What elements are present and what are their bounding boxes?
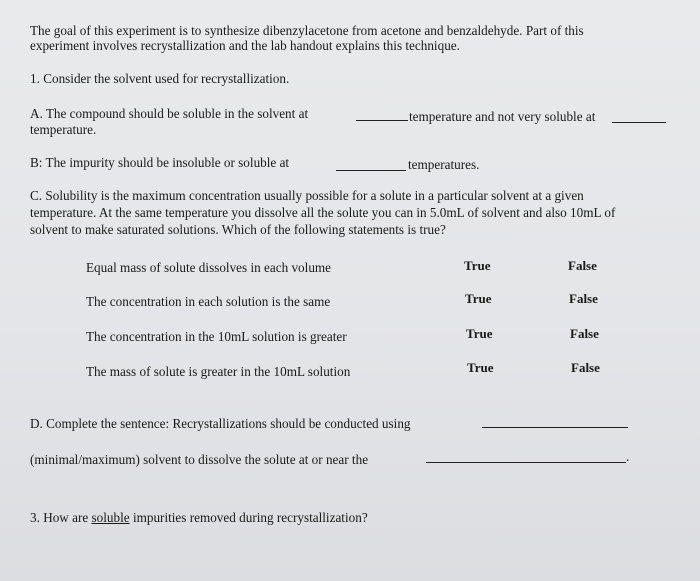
question-c-line-2: temperature. At the same temperature you dissolve all the solute you can in 5.0mL of solvent and also 10mL of <box>30 205 616 220</box>
question-b-part-1: B: The impurity should be insoluble or soluble at <box>30 155 290 170</box>
true-option[interactable]: True <box>464 258 491 273</box>
question-3 <box>30 510 368 525</box>
false-option[interactable]: False <box>571 360 600 375</box>
question-b-part-2: temperatures. <box>408 157 480 172</box>
question-a-part-3: temperature. <box>30 122 97 137</box>
answer-blank-a-2[interactable] <box>612 122 666 123</box>
false-option[interactable]: False <box>569 291 598 306</box>
question-a-part-2: temperature and not very soluble at <box>409 109 596 124</box>
question-3-underlined-word: soluble <box>91 510 130 525</box>
intro-line-1: The goal of this experiment is to synthesize dibenzylacetone from acetone and benzaldehyde. Part of this <box>30 23 584 38</box>
question-d-line-2: (minimal/maximum) solvent to dissolve the solute at or near the <box>30 452 369 467</box>
question-3-suffix: impurities removed during recrystallization? <box>129 510 368 525</box>
true-option[interactable]: True <box>465 291 492 306</box>
statement-text: The concentration in the 10mL solution is greater <box>86 329 347 344</box>
question-d-trailing-period: . <box>626 449 630 464</box>
statement-text: The mass of solute is greater in the 10mL solution <box>86 364 351 379</box>
question-3-prefix: 3. How are <box>30 510 92 525</box>
statement-text: The concentration in each solution is the same <box>86 294 331 309</box>
question-c-line-3: solvent to make saturated solutions. Which of the following statements is true? <box>30 222 446 237</box>
question-c-line-1: C. Solubility is the maximum concentration usually possible for a solute in a particular solvent at a given <box>30 188 584 203</box>
false-option[interactable]: False <box>570 326 599 341</box>
answer-blank-a-1[interactable] <box>356 120 408 121</box>
intro-line-2: experiment involves recrystallization and the lab handout explains this technique. <box>30 38 460 53</box>
answer-blank-d-2[interactable] <box>426 462 626 463</box>
question-a-part-1: A. The compound should be soluble in the solvent at <box>30 106 309 121</box>
answer-blank-d-1[interactable] <box>482 427 628 428</box>
answer-blank-b[interactable] <box>336 170 406 171</box>
question-d-line-1: D. Complete the sentence: Recrystallizations should be conducted using <box>30 416 411 431</box>
statement-text: Equal mass of solute dissolves in each volume <box>86 260 332 275</box>
true-option[interactable]: True <box>467 360 494 375</box>
false-option[interactable]: False <box>568 258 597 273</box>
true-option[interactable]: True <box>466 326 493 341</box>
question-1: 1. Consider the solvent used for recrystallization. <box>30 71 290 86</box>
